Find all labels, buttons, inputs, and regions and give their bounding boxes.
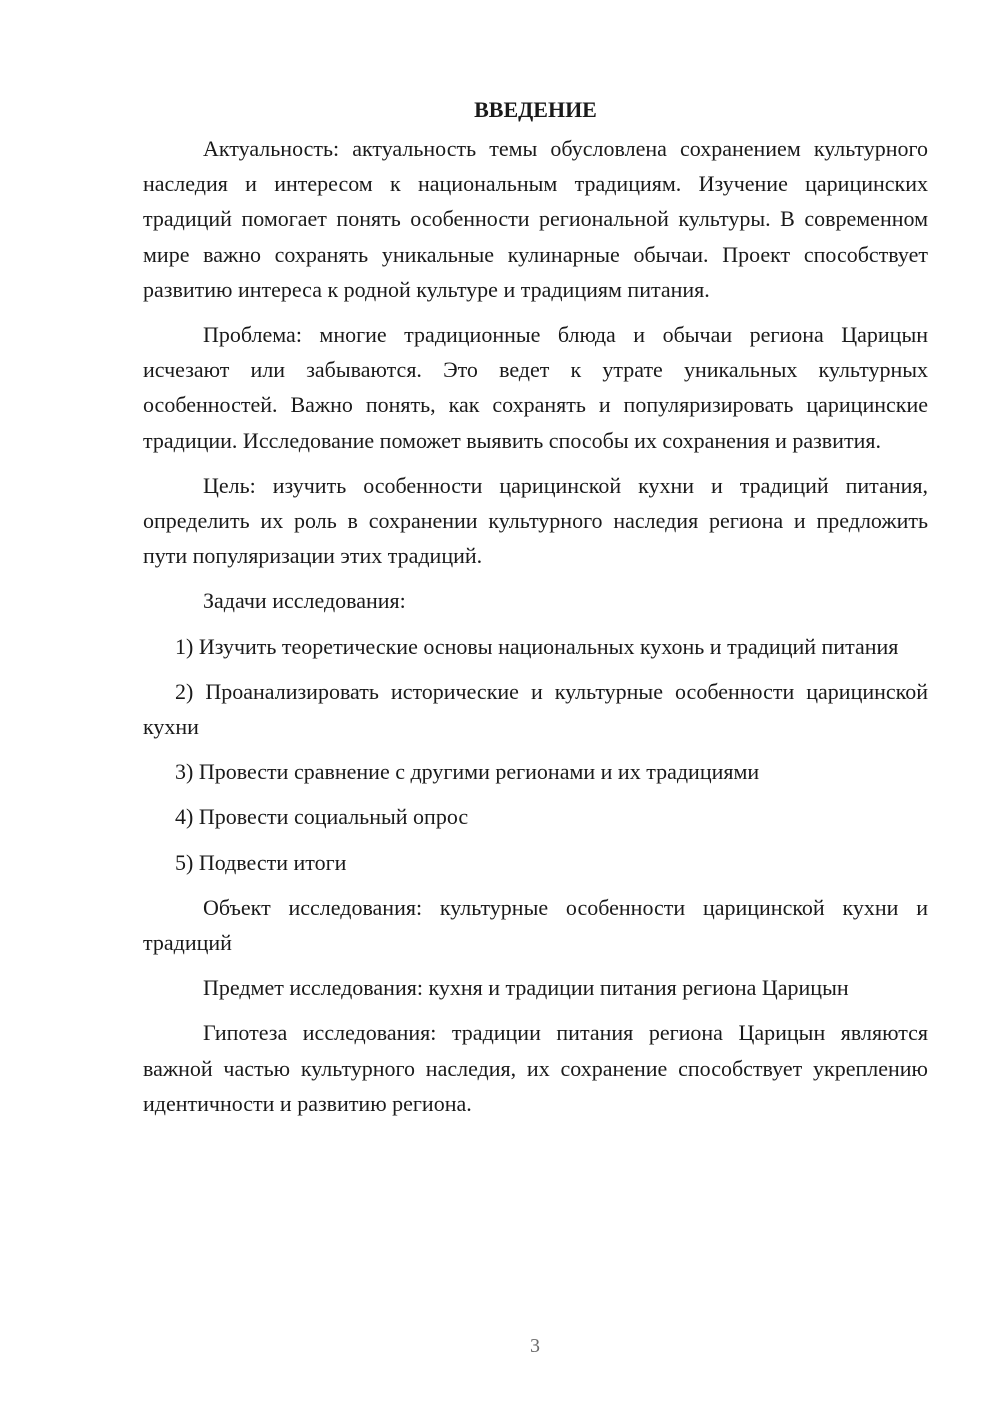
- page-number: 3: [530, 1335, 540, 1357]
- page-title: ВВЕДЕНИЕ: [474, 97, 597, 122]
- task-item-5: 5) Подвести итоги: [175, 849, 347, 875]
- task-item-2: 2) Проанализировать исторические и культурные особенности царицинской кухни: [143, 678, 928, 740]
- document-page: [143, 92, 928, 1131]
- task-item-4: 4) Провести социальный опрос: [175, 804, 469, 830]
- problem-paragraph: Проблема: многие традиционные блюда и обычаи региона Царицын исчезают или забываются. Это ведет к утрате уникальных культурных особенностей. Важно понять, как сохранять и популяризировать царицинские традиции. Исследование поможет выявить способы их сохранения и развития.: [143, 322, 928, 453]
- goal-paragraph: Цель: изучить особенности царицинской кухни и традиций питания, определить их роль в сохранении культурного наследия региона и предложить пути популяризации этих традиций.: [143, 472, 928, 569]
- relevance-paragraph: Актуальность: актуальность темы обусловлена сохранением культурного наследия и интересом к национальным традициям. Изучение царицинских традиций помогает понять особенности региональной культуры. В современном мире важно сохранять уникальные кулинарные обычаи. Проект способствует развитию интереса к родной культуре и традициям питания.: [143, 136, 928, 302]
- object-paragraph: Объект исследования: культурные особенности царицинской кухни и традиций: [143, 894, 928, 956]
- task-item-1: 1) Изучить теоретические основы национальных кухонь и традиций питания: [175, 633, 899, 659]
- task-item-3: 3) Провести сравнение с другими регионами и их традициями: [175, 759, 760, 785]
- subject-paragraph: Предмет исследования: кухня и традиции питания региона Царицын: [203, 975, 849, 1001]
- tasks-heading: Задачи исследования:: [203, 588, 406, 614]
- hypothesis-paragraph: Гипотеза исследования: традиции питания региона Царицын являются важной частью культурного наследия, их сохранение способствует укреплению идентичности и развитию региона.: [143, 1020, 928, 1116]
